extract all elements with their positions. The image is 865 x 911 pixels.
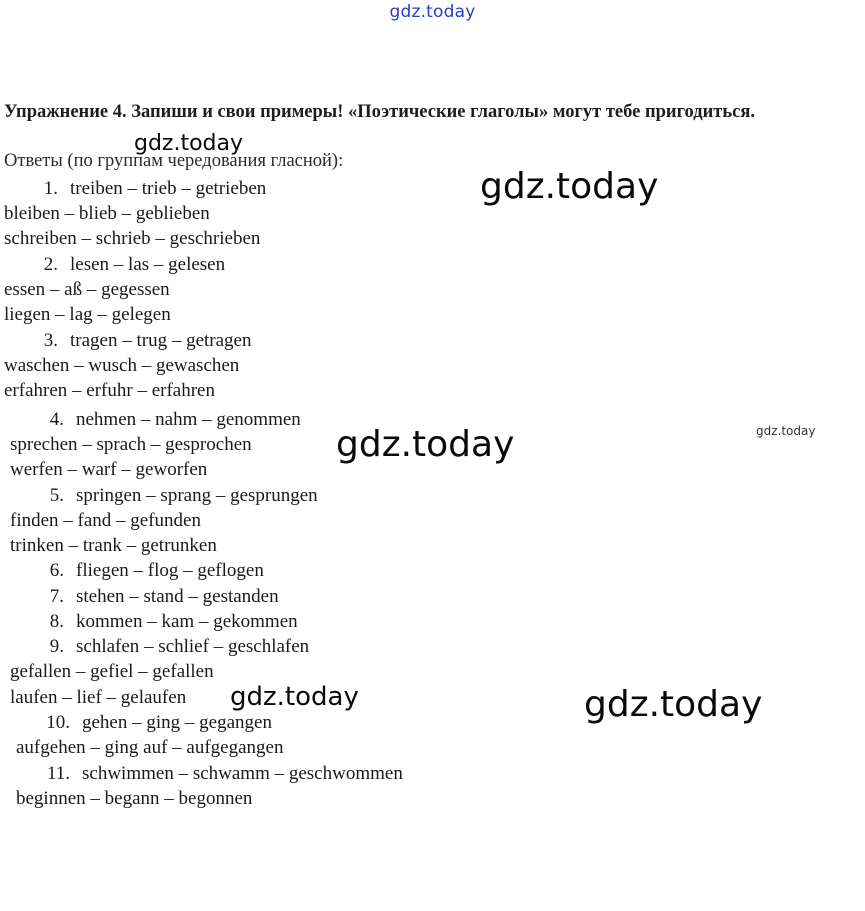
list-item xyxy=(34,611,298,633)
exercise-heading: Упражнение 4. Запиши и свои примеры! «Поэтические глаголы» могут тебе пригодиться. xyxy=(4,102,755,122)
verb-forms: stehen – stand – gestanden xyxy=(76,586,279,607)
watermark: gdz.today xyxy=(230,682,359,712)
list-item xyxy=(4,355,239,377)
list-item xyxy=(34,636,309,658)
watermark: gdz.today xyxy=(756,424,816,438)
list-item xyxy=(10,535,217,557)
group-number: 6. xyxy=(49,560,64,581)
list-item xyxy=(34,409,301,431)
verb-forms: nehmen – nahm – genommen xyxy=(76,409,301,430)
watermark-top: gdz.today xyxy=(389,2,476,22)
verb-forms: liegen – lag – gelegen xyxy=(4,304,171,325)
list-item xyxy=(16,737,283,759)
list-item xyxy=(34,560,264,582)
verb-forms: trinken – trank – getrunken xyxy=(10,535,217,556)
list-item xyxy=(4,228,260,250)
verb-forms: finden – fand – gefunden xyxy=(10,510,201,531)
group-number: 2. xyxy=(43,254,58,275)
list-item xyxy=(40,763,403,785)
verb-forms: gefallen – gefiel – gefallen xyxy=(10,661,214,682)
verb-forms: fliegen – flog – geflogen xyxy=(76,560,264,581)
list-item xyxy=(34,485,318,507)
list-item xyxy=(28,254,225,276)
list-item xyxy=(4,380,215,402)
list-item xyxy=(16,788,252,810)
watermark: gdz.today xyxy=(584,684,763,725)
verb-forms: kommen – kam – gekommen xyxy=(76,611,298,632)
verb-forms: gehen – ging – gegangen xyxy=(82,712,272,733)
list-item xyxy=(28,178,266,200)
list-item xyxy=(28,330,251,352)
verb-forms: schreiben – schrieb – geschrieben xyxy=(4,228,261,249)
group-number: 7. xyxy=(49,586,64,607)
verb-forms: beginnen – begann – begonnen xyxy=(16,788,253,809)
verb-forms: springen – sprang – gesprungen xyxy=(76,485,318,506)
list-item xyxy=(4,304,171,326)
list-item xyxy=(10,687,186,709)
verb-forms: werfen – warf – geworfen xyxy=(10,459,208,480)
watermark: gdz.today xyxy=(480,166,659,207)
group-number: 10. xyxy=(46,712,70,733)
group-number: 4. xyxy=(49,409,64,430)
group-number: 11. xyxy=(46,763,70,784)
watermark: gdz.today xyxy=(134,131,244,156)
watermark: gdz.today xyxy=(336,424,515,465)
verb-forms: aufgehen – ging auf – aufgegangen xyxy=(16,737,284,758)
verb-forms: waschen – wusch – gewaschen xyxy=(4,355,240,376)
list-item xyxy=(10,434,252,456)
verb-forms: bleiben – blieb – geblieben xyxy=(4,203,210,224)
list-item xyxy=(10,459,207,481)
verb-forms: treiben – trieb – getrieben xyxy=(70,178,267,199)
group-number: 8. xyxy=(49,611,64,632)
list-item xyxy=(10,510,201,532)
list-item xyxy=(40,712,272,734)
list-item xyxy=(10,661,214,683)
group-number: 3. xyxy=(43,330,58,351)
list-item xyxy=(34,586,279,608)
group-number: 1. xyxy=(43,178,58,199)
verb-forms: schwimmen – schwamm – geschwommen xyxy=(82,763,403,784)
verb-forms: schlafen – schlief – geschlafen xyxy=(76,636,310,657)
verb-forms: laufen – lief – gelaufen xyxy=(10,687,187,708)
group-number: 5. xyxy=(49,485,64,506)
group-number: 9. xyxy=(49,636,64,657)
list-item xyxy=(4,203,210,225)
verb-forms: tragen – trug – getragen xyxy=(70,330,252,351)
verb-forms: essen – aß – gegessen xyxy=(4,279,170,300)
verb-forms: lesen – las – gelesen xyxy=(70,254,226,275)
list-item xyxy=(4,279,170,301)
answers-subheading: Ответы (по группам чередования гласной): xyxy=(4,151,344,171)
verb-forms: erfahren – erfuhr – erfahren xyxy=(4,380,215,401)
verb-forms: sprechen – sprach – gesprochen xyxy=(10,434,252,455)
